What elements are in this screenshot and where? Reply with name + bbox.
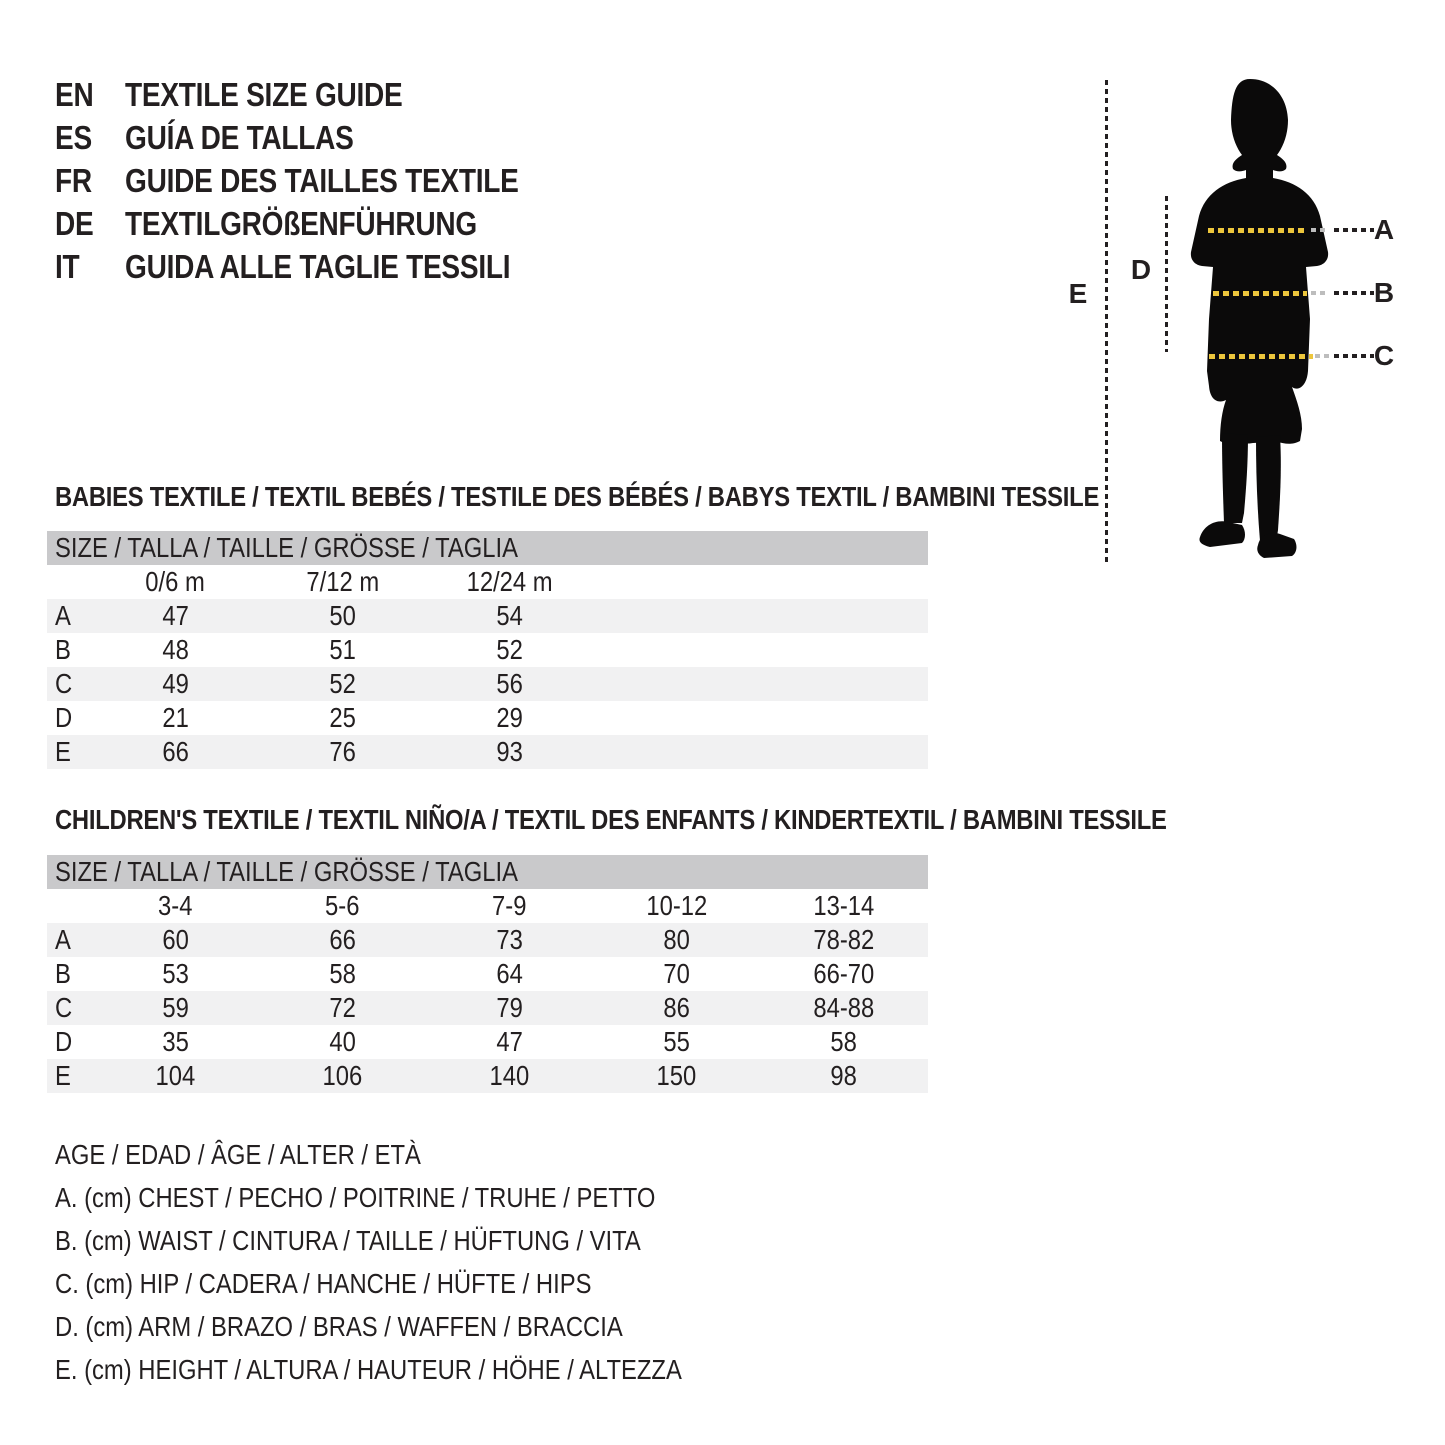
table-cell: 106	[322, 1060, 363, 1091]
language-code: IT	[55, 248, 80, 285]
table-cell: 51	[329, 634, 356, 665]
row-label: B	[55, 958, 71, 989]
language-row-en	[55, 78, 588, 121]
figure-label-b: B	[1373, 277, 1395, 308]
column-header-spacer	[47, 889, 92, 923]
figure-label-c: C	[1373, 340, 1395, 371]
children-column-header-row	[47, 889, 928, 923]
language-row-es	[55, 121, 588, 164]
table-row-c	[47, 991, 928, 1025]
table-cell: 53	[162, 958, 189, 989]
arm-measure-line-d	[1165, 196, 1168, 352]
table-cell: 93	[496, 736, 523, 767]
column-header: 10-12	[646, 890, 707, 921]
table-cell: 70	[663, 958, 690, 989]
table-cell: 50	[329, 600, 356, 631]
children-size-table	[47, 855, 928, 1093]
language-code: ES	[55, 119, 92, 156]
table-cell: 58	[329, 958, 356, 989]
table-cell: 49	[162, 668, 189, 699]
children-size-header-bar: SIZE / TALLA / TAILLE / GRÖSSE / TAGLIA	[47, 855, 928, 889]
column-header: 0/6 m	[145, 566, 206, 597]
table-cell: 25	[329, 702, 356, 733]
guide-title-de: TEXTILGRÖßENFÜHRUNG	[125, 205, 478, 242]
table-row-c	[47, 667, 928, 701]
table-cell: 21	[162, 702, 189, 733]
chest-dash-fade-a	[1311, 228, 1327, 232]
language-code: FR	[55, 162, 92, 199]
table-cell: 80	[663, 924, 690, 955]
row-label: E	[55, 1060, 71, 1091]
babies-size-table	[47, 531, 928, 769]
table-row-d	[47, 1025, 928, 1059]
waist-measure-dash-b	[1213, 291, 1307, 296]
table-cell: 47	[162, 600, 189, 631]
language-code: EN	[55, 76, 94, 113]
table-cell: 140	[489, 1060, 530, 1091]
table-cell: 60	[162, 924, 189, 955]
legend-arm: D. (cm) ARM / BRAZO / BRAS / WAFFEN / BRACCIA	[55, 1311, 623, 1342]
table-row-b	[47, 633, 928, 667]
language-title-block	[55, 78, 588, 293]
column-header-spacer	[47, 565, 92, 599]
table-cell: 98	[830, 1060, 857, 1091]
column-header: 3-4	[158, 890, 193, 921]
table-row-a	[47, 599, 928, 633]
figure-label-a: A	[1373, 214, 1395, 245]
column-header: 5-6	[325, 890, 360, 921]
row-label: C	[55, 668, 73, 699]
legend-age: AGE / EDAD / ÂGE / ALTER / ETÀ	[55, 1139, 421, 1170]
table-cell: 40	[329, 1026, 356, 1057]
babies-size-header-bar: SIZE / TALLA / TAILLE / GRÖSSE / TAGLIA	[47, 531, 928, 565]
legend-hip: C. (cm) HIP / CADERA / HANCHE / HÜFTE / HIPS	[55, 1268, 592, 1299]
row-label: B	[55, 634, 71, 665]
table-row-a	[47, 923, 928, 957]
table-cell: 48	[162, 634, 189, 665]
hip-dash-fade-c	[1315, 354, 1329, 358]
table-cell: 56	[496, 668, 523, 699]
table-cell: 79	[496, 992, 523, 1023]
figure-label-e: E	[1068, 278, 1088, 309]
guide-title-es: GUÍA DE TALLAS	[125, 119, 354, 156]
legend-chest: A. (cm) CHEST / PECHO / POITRINE / TRUHE / PETTO	[55, 1182, 656, 1213]
table-cell: 66-70	[813, 958, 874, 989]
guide-title-fr: GUIDE DES TAILLES TEXTILE	[125, 162, 519, 199]
legend-waist: B. (cm) WAIST / CINTURA / TAILLE / HÜFTUNG / VITA	[55, 1225, 641, 1256]
table-cell: 66	[162, 736, 189, 767]
table-cell: 78-82	[813, 924, 874, 955]
chest-measure-dash-a	[1208, 228, 1308, 233]
table-cell: 52	[496, 634, 523, 665]
legend-height: E. (cm) HEIGHT / ALTURA / HAUTEUR / HÖHE / ALTEZZA	[55, 1354, 682, 1385]
guide-title-it: GUIDA ALLE TAGLIE TESSILI	[125, 248, 511, 285]
column-header: 13-14	[813, 890, 874, 921]
table-row-e	[47, 1059, 928, 1093]
language-code: DE	[55, 205, 94, 242]
table-cell: 72	[329, 992, 356, 1023]
language-row-it	[55, 250, 588, 293]
row-label: D	[55, 702, 73, 733]
hip-measure-dash-c	[1209, 354, 1313, 359]
table-cell: 58	[830, 1026, 857, 1057]
row-label: A	[55, 600, 71, 631]
language-row-de	[55, 207, 588, 250]
table-cell: 35	[162, 1026, 189, 1057]
waist-dash-fade-b	[1311, 291, 1327, 295]
table-cell: 150	[656, 1060, 697, 1091]
babies-column-header-row	[47, 565, 928, 599]
table-cell: 76	[329, 736, 356, 767]
table-cell: 73	[496, 924, 523, 955]
table-cell: 59	[162, 992, 189, 1023]
column-header: 7/12 m	[306, 566, 379, 597]
measurement-legend	[55, 1133, 792, 1391]
table-cell: 66	[329, 924, 356, 955]
figure-label-d: D	[1130, 254, 1152, 285]
table-cell: 52	[329, 668, 356, 699]
row-label: D	[55, 1026, 73, 1057]
column-header: 7-9	[492, 890, 527, 921]
column-header: 12/24 m	[466, 566, 553, 597]
babies-section-title: BABIES TEXTILE / TEXTIL BEBÉS / TESTILE DES BÉBÉS / BABYS TEXTIL / BAMBINI TESSILE	[55, 481, 1100, 512]
table-cell: 104	[155, 1060, 196, 1091]
table-cell: 64	[496, 958, 523, 989]
table-row-d	[47, 701, 928, 735]
table-cell: 55	[663, 1026, 690, 1057]
guide-title-en: TEXTILE SIZE GUIDE	[125, 76, 403, 113]
table-cell: 47	[496, 1026, 523, 1057]
table-cell: 86	[663, 992, 690, 1023]
row-label: E	[55, 736, 71, 767]
children-section-title: CHILDREN'S TEXTILE / TEXTIL NIÑO/A / TEXTIL DES ENFANTS / KINDERTEXTIL / BAMBINI TESSILE	[55, 804, 1167, 835]
table-cell: 54	[496, 600, 523, 631]
row-label: A	[55, 924, 71, 955]
table-cell: 29	[496, 702, 523, 733]
table-row-b	[47, 957, 928, 991]
table-row-e	[47, 735, 928, 769]
row-label: C	[55, 992, 73, 1023]
language-row-fr	[55, 164, 588, 207]
table-cell: 84-88	[813, 992, 874, 1023]
